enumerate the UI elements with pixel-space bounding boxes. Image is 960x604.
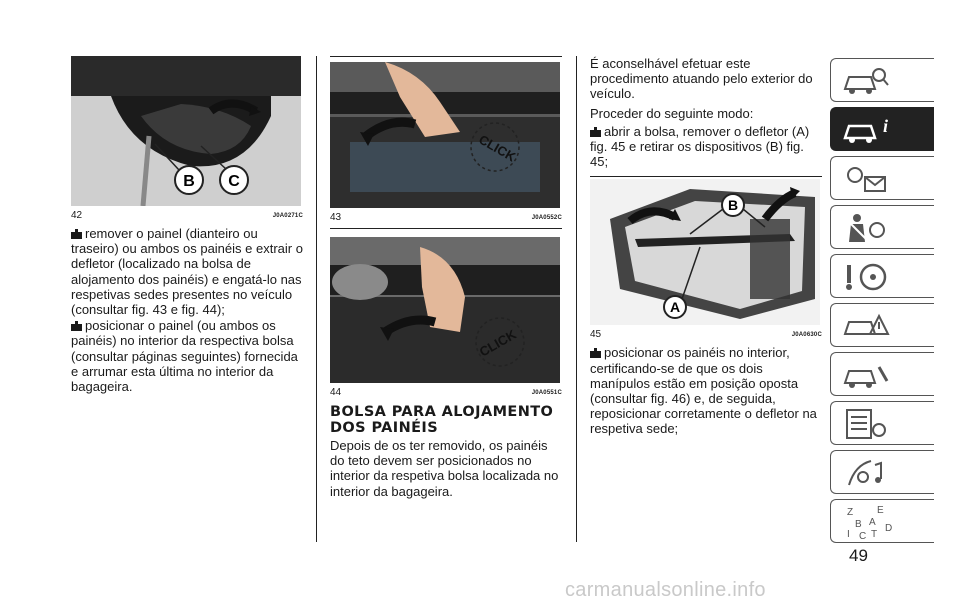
figure-number: 42 bbox=[71, 210, 83, 221]
bullet-text: posicionar os painéis no interior, certificando-se de que os dois manípulos estão em posição oposta (consultar fig. 46) e, de seguida, reposicionar corretamente o defletor na respetiva sede; bbox=[590, 345, 817, 437]
sidebar-tab-technical-data[interactable] bbox=[830, 401, 934, 445]
index-letter: T bbox=[871, 529, 878, 540]
sidebar-tab-getting-to-know[interactable] bbox=[830, 58, 934, 102]
figure-42 bbox=[71, 56, 301, 206]
fig43-click-text: CLICK bbox=[476, 131, 519, 165]
warning-lights-icon bbox=[841, 161, 891, 197]
sidebar-tab-safety[interactable] bbox=[830, 205, 934, 249]
intro-paragraph: É aconselhável efetuar este procedimento atuando pelo exterior do veículo. bbox=[590, 56, 813, 102]
sidebar-tab-multimedia[interactable] bbox=[830, 450, 934, 494]
fig42-label-b: B bbox=[183, 173, 195, 190]
index-letter: I bbox=[847, 529, 850, 540]
figure-43 bbox=[330, 62, 560, 208]
index-letter: A bbox=[869, 517, 876, 528]
watermark-text: carmanualsonline.info bbox=[565, 579, 766, 601]
figure-43-caption bbox=[330, 210, 562, 224]
sidebar-tab-vehicle-info[interactable] bbox=[830, 107, 934, 151]
index-letter: E bbox=[877, 505, 884, 516]
bullet-text: posicionar o painel (ou ambos os painéis) no interior da respectiva bolsa (consultar páginas seguintes) fornecida e arrumar esta última no interior da bagageira. bbox=[71, 318, 298, 395]
sidebar-tab-emergency[interactable] bbox=[830, 303, 934, 347]
figure-separator bbox=[330, 228, 562, 229]
top-rule-col2 bbox=[330, 56, 562, 57]
figure-code: J0A0630C bbox=[791, 332, 822, 339]
sidebar-tab-maintenance[interactable] bbox=[830, 352, 934, 396]
bullet-icon bbox=[590, 127, 601, 137]
steering-wheel-icon bbox=[841, 259, 891, 295]
column-3 bbox=[590, 56, 822, 438]
intro-paragraph: Proceder do seguinte modo: bbox=[590, 105, 754, 121]
list-item bbox=[71, 318, 303, 394]
page-number: 49 bbox=[849, 546, 868, 565]
car-info-icon bbox=[841, 112, 891, 148]
column-divider-right bbox=[576, 56, 577, 542]
seatbelt-icon bbox=[841, 210, 891, 246]
figure-45-caption bbox=[590, 327, 822, 341]
list-item bbox=[590, 345, 822, 436]
figure-42-caption bbox=[71, 208, 303, 222]
index-letter: Z bbox=[847, 507, 854, 518]
figure-44-caption bbox=[330, 385, 562, 399]
bullet-icon bbox=[71, 229, 82, 239]
bullet-text: remover o painel (dianteiro ou traseiro) ou ambos os painéis e extrair o defletor (localizado na bolsa de alojamento dos painéis) e engatá-lo nas respetivas sedes presentes no veículo (consultar fig. 43 e fig. 44); bbox=[71, 226, 303, 318]
column-2 bbox=[330, 62, 562, 500]
list-item bbox=[590, 124, 822, 170]
multimedia-icon bbox=[841, 455, 891, 491]
bullet-icon bbox=[590, 348, 601, 358]
fig44-click-text: CLICK bbox=[476, 326, 519, 360]
sidebar-tab-warning-lights[interactable] bbox=[830, 156, 934, 200]
bullet-text: abrir a bolsa, remover o defletor (A) fig. 45 e retirar os dispositivos (B) fig. 45; bbox=[590, 123, 810, 170]
figure-number: 43 bbox=[330, 212, 342, 223]
car-service-icon bbox=[841, 357, 891, 393]
bullet-icon bbox=[71, 321, 82, 331]
figure-44 bbox=[330, 237, 560, 383]
sidebar-tab-driving[interactable] bbox=[830, 254, 934, 298]
list-item bbox=[71, 226, 303, 317]
fig45-label-b: B bbox=[727, 197, 739, 214]
figure-number: 45 bbox=[590, 329, 602, 341]
car-warning-icon bbox=[841, 308, 891, 344]
column-divider-left bbox=[316, 56, 317, 542]
fig45-label-a: A bbox=[669, 299, 681, 316]
figure-number: 44 bbox=[330, 387, 342, 398]
figure-code: J0A0552C bbox=[531, 215, 562, 221]
sidebar-tab-index[interactable] bbox=[830, 499, 934, 543]
figure-code: J0A0271C bbox=[272, 213, 303, 219]
index-letter: D bbox=[885, 523, 893, 534]
spec-list-icon bbox=[841, 406, 891, 442]
section-body: Depois de os ter removido, os painéis do teto devem ser posicionados no interior da respetiva bolsa localizada no interior da bagageira. bbox=[330, 438, 559, 499]
svg-text:i: i bbox=[883, 116, 889, 136]
index-letters-icon bbox=[841, 503, 901, 541]
index-letter: C bbox=[859, 531, 867, 541]
car-search-icon bbox=[841, 63, 891, 99]
column-1 bbox=[71, 56, 303, 395]
figure-code: J0A0551C bbox=[531, 390, 562, 396]
fig42-label-c: C bbox=[228, 173, 240, 190]
section-heading: BOLSA PARA ALOJAMENTO DOS PAINÉIS bbox=[330, 404, 554, 436]
figure-45 bbox=[590, 179, 820, 325]
index-letter: B bbox=[855, 519, 862, 530]
